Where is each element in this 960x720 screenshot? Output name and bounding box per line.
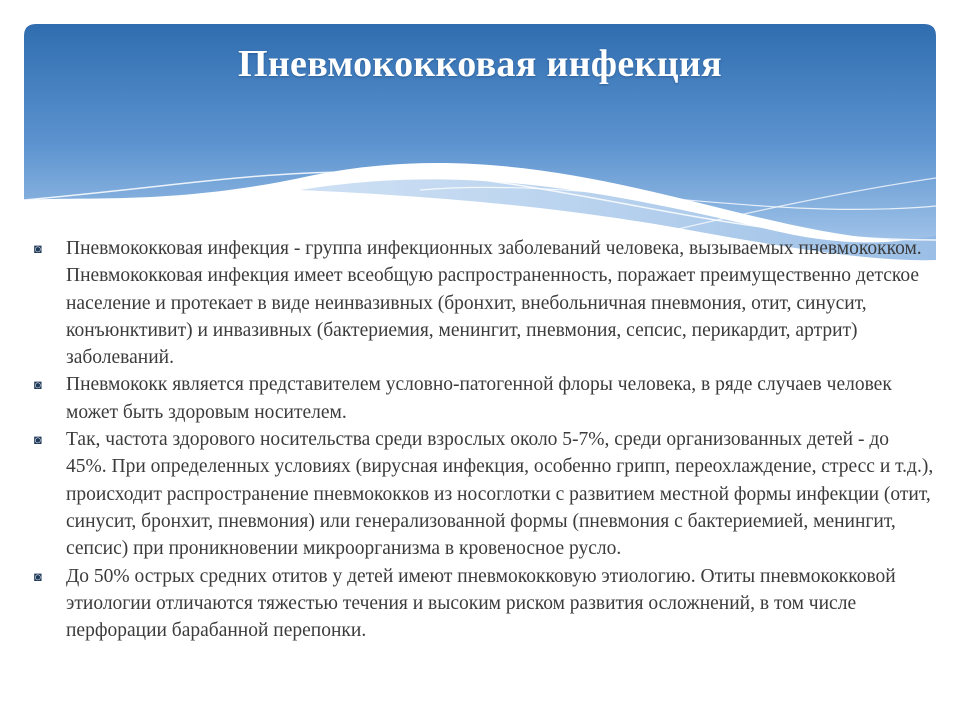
square-ring-bullet-icon: ◙ (34, 568, 42, 584)
bullet-text: Пневмококк является представителем условно-патогенной флоры человека, в ряде случаев человек может быть здоровым носителем. (66, 374, 892, 423)
bullet-item (34, 371, 934, 426)
square-ring-bullet-icon: ◙ (34, 377, 42, 393)
square-ring-bullet-icon: ◙ (34, 432, 42, 448)
bullet-list (34, 235, 934, 644)
slide-title: Пневмококковая инфекция (238, 43, 722, 85)
square-ring-bullet-icon: ◙ (34, 241, 42, 256)
bullet-item (34, 235, 934, 371)
bullet-text: Так, частота здорового носительства среди взрослых около 5-7%, среди организованных детей - до 45%. При определенных условиях (вирусная инфекция, особенно грипп, переохлаждение, стресс и т.д.), происходит распространение пневмококков из носоглотки с развитием местной формы инфекции (отит, синусит, бронхит, пневмония) или генерализованной формы (пневмония с бактериемией, менингит, сепсис) при проникновении микроорганизма в кровеносное русло. (66, 429, 934, 560)
bullet-text: До 50% острых средних отитов у детей имеют пневмококковую этиологию. Отиты пневмококковой этиологии отличаются тяжестью течения и высоким риском развития осложнений, в том числе перфорации барабанной перепонки. (66, 565, 896, 642)
bullet-text: Пневмококковая инфекция - группа инфекционных заболеваний человека, вызываемых пневмококком. Пневмококковая инфекция имеет всеобщую распространенность, поражает преимущественно детское население и протекает в виде неинвазивных (бронхит, внебольничная пневмония, отит, синусит, конъюнктивит) и инвазивных (бактериемия, менингит, пневмония, сепсис, перикардит, артрит) заболеваний. (66, 238, 922, 369)
bullet-item (34, 426, 934, 562)
bullet-item (34, 563, 934, 645)
title-banner-wave (0, 0, 960, 270)
